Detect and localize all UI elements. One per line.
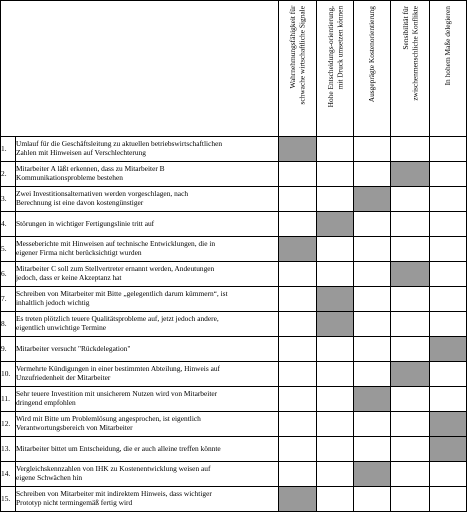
situation-description: Mitarbeiter versucht "Rückdelegation" [16, 337, 279, 362]
row-number: 3. [1, 187, 16, 212]
row-number: 5. [1, 237, 16, 262]
empty-cell [391, 187, 430, 212]
empty-cell [430, 212, 467, 237]
empty-cell [430, 362, 467, 387]
marked-cell [317, 312, 354, 337]
empty-cell [354, 137, 391, 162]
empty-cell [391, 212, 430, 237]
empty-cell [279, 462, 317, 487]
situation-description: Mitarbeiter bittet um Entscheidung, die er auch alleine treffen könnte [16, 437, 279, 462]
empty-cell [430, 387, 467, 412]
empty-cell [354, 162, 391, 187]
empty-cell [279, 312, 317, 337]
empty-cell [430, 487, 467, 512]
column-header-label: In hohem Maße delegieren [443, 6, 453, 86]
column-header-label: Wahrnehmungsfähigkeit für schwache wirtschaftliche Signale [288, 6, 307, 105]
empty-cell [279, 212, 317, 237]
marked-cell [430, 412, 467, 437]
table-row [1, 237, 467, 262]
table-row [1, 362, 467, 387]
row-number: 2. [1, 162, 16, 187]
table-row [1, 462, 467, 487]
empty-cell [279, 337, 317, 362]
empty-cell [279, 262, 317, 287]
empty-cell [317, 337, 354, 362]
situation-description: Mitarbeiter C soll zum Stellvertreter ernannt werden, Andeutungen jedoch, dass er keine Akzeptanz hat [16, 262, 279, 287]
empty-cell [391, 462, 430, 487]
empty-cell [317, 487, 354, 512]
marked-cell [391, 162, 430, 187]
column-header [391, 1, 430, 137]
empty-cell [354, 337, 391, 362]
table-row [1, 162, 467, 187]
situation-description: Vergleichskennzahlen von IHK zu Kostenentwicklung weisen auf eigene Schwächen hin [16, 462, 279, 487]
row-number: 11. [1, 387, 16, 412]
empty-cell [317, 187, 354, 212]
empty-cell [354, 362, 391, 387]
empty-cell [391, 312, 430, 337]
empty-cell [430, 312, 467, 337]
situation-description: Zwei Investitionsalternativen werden vorgeschlagen, nach Berechnung ist eine davon kostengünstiger [16, 187, 279, 212]
empty-cell [317, 237, 354, 262]
marked-cell [354, 187, 391, 212]
header-corner [1, 1, 279, 137]
empty-cell [317, 137, 354, 162]
marked-cell [279, 487, 317, 512]
empty-cell [430, 462, 467, 487]
situation-description: Schreiben von Mitarbeiter mit Bitte „gelegentlich darum kümmern“, ist inhaltlich jedoch wichtig [16, 287, 279, 312]
empty-cell [317, 437, 354, 462]
empty-cell [279, 412, 317, 437]
column-header [354, 1, 391, 137]
empty-cell [391, 412, 430, 437]
empty-cell [354, 212, 391, 237]
empty-cell [430, 137, 467, 162]
empty-cell [354, 487, 391, 512]
table-row [1, 187, 467, 212]
situation-description: Umlauf für die Geschäftsleitung zu aktuellen betriebswirtschaftlichen Zahlen mit Hinweisen auf Verschlechterung [16, 137, 279, 162]
empty-cell [430, 262, 467, 287]
empty-cell [354, 437, 391, 462]
empty-cell [317, 462, 354, 487]
marked-cell [354, 387, 391, 412]
situation-description: Wird mit Bitte um Problemlösung angesprochen, ist eigentlich Verantwortungsbereich von Mitarbeiter [16, 412, 279, 437]
empty-cell [279, 287, 317, 312]
table-row [1, 137, 467, 162]
column-header [317, 1, 354, 137]
empty-cell [317, 362, 354, 387]
marked-cell [430, 437, 467, 462]
marked-cell [279, 237, 317, 262]
situation-description: Schreiben von Mitarbeiter mit indirektem Hinweis, dass wichtiger Prototyp nicht termingemäß fertig wird [16, 487, 279, 512]
row-number: 15. [1, 487, 16, 512]
row-number: 7. [1, 287, 16, 312]
marked-cell [430, 337, 467, 362]
empty-cell [317, 412, 354, 437]
table-row [1, 287, 467, 312]
matrix-body [1, 137, 467, 512]
header-row [1, 1, 467, 137]
row-number: 12. [1, 412, 16, 437]
table-row [1, 437, 467, 462]
table-row [1, 262, 467, 287]
marked-cell [279, 137, 317, 162]
empty-cell [279, 162, 317, 187]
empty-cell [317, 262, 354, 287]
column-header [430, 1, 467, 137]
column-header-label: Hohe Entscheidungs-orientierung, mit Druck umsetzen können [325, 6, 344, 108]
marked-cell [354, 462, 391, 487]
marked-cell [317, 212, 354, 237]
column-header [279, 1, 317, 137]
empty-cell [430, 162, 467, 187]
table-row [1, 387, 467, 412]
situation-description: Sehr teuere Investition mit unsicherem Nutzen wird von Mitarbeiter dringend empfohlen [16, 387, 279, 412]
empty-cell [354, 312, 391, 337]
situation-description: Störungen in wichtiger Fertigungslinie tritt auf [16, 212, 279, 237]
empty-cell [279, 437, 317, 462]
empty-cell [391, 487, 430, 512]
empty-cell [430, 287, 467, 312]
marked-cell [317, 287, 354, 312]
empty-cell [317, 387, 354, 412]
table-row [1, 337, 467, 362]
row-number: 1. [1, 137, 16, 162]
row-number: 10. [1, 362, 16, 387]
situation-description: Mitarbeiter A läßt erkennen, dass zu Mitarbeiter B Kommunikationsprobleme bestehen [16, 162, 279, 187]
empty-cell [354, 412, 391, 437]
situation-description: Messeberichte mit Hinweisen auf technische Entwicklungen, die in eigener Firma nicht berücksichtigt wurden [16, 237, 279, 262]
empty-cell [279, 187, 317, 212]
table-row [1, 412, 467, 437]
table-row [1, 312, 467, 337]
empty-cell [354, 287, 391, 312]
column-header-label: Ausgeprägte Kostenorientierung [367, 6, 377, 103]
table-row [1, 212, 467, 237]
empty-cell [430, 187, 467, 212]
column-header-label: Sensibilität für zwischenmenschliche Konflikte [400, 6, 419, 101]
empty-cell [391, 387, 430, 412]
empty-cell [279, 362, 317, 387]
empty-cell [279, 387, 317, 412]
row-number: 13. [1, 437, 16, 462]
empty-cell [354, 262, 391, 287]
empty-cell [391, 237, 430, 262]
row-number: 8. [1, 312, 16, 337]
table-row [1, 487, 467, 512]
empty-cell [317, 162, 354, 187]
empty-cell [391, 337, 430, 362]
row-number: 9. [1, 337, 16, 362]
marked-cell [391, 262, 430, 287]
empty-cell [391, 137, 430, 162]
empty-cell [391, 437, 430, 462]
empty-cell [430, 237, 467, 262]
row-number: 4. [1, 212, 16, 237]
empty-cell [391, 287, 430, 312]
situation-description: Es treten plötzlich teuere Qualitätsprobleme auf, jetzt jedoch andere, eigentlich unwichtige Termine [16, 312, 279, 337]
row-number: 6. [1, 262, 16, 287]
empty-cell [354, 237, 391, 262]
row-number: 14. [1, 462, 16, 487]
situation-description: Vermehrte Kündigungen in einer bestimmten Abteilung, Hinweis auf Unzufriedenheit der Mitarbeiter [16, 362, 279, 387]
marked-cell [391, 362, 430, 387]
